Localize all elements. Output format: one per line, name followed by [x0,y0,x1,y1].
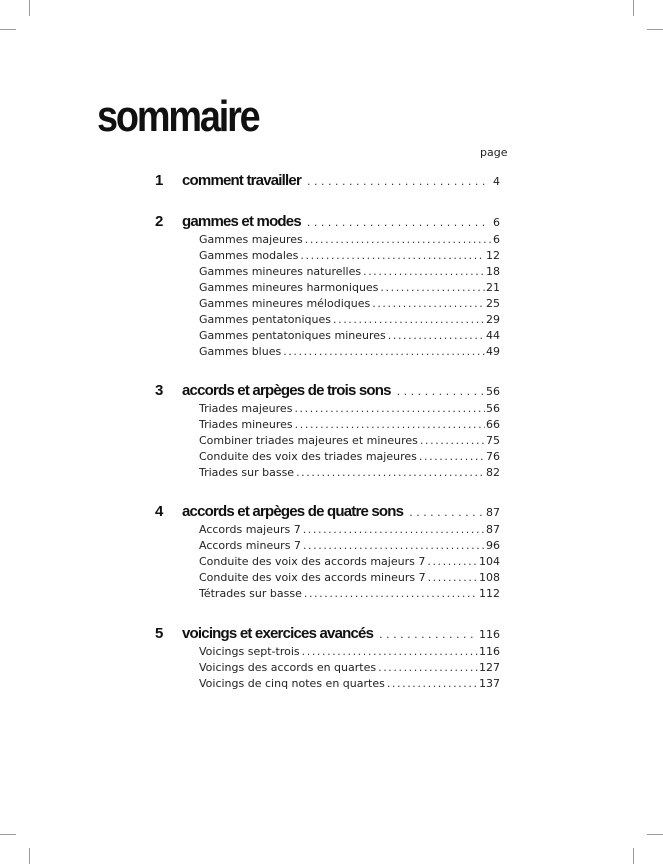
toc-entry[interactable] [199,571,500,587]
dot-leader [378,661,478,674]
toc-entry[interactable] [199,645,500,661]
entry-title: Conduite des voix des accords mineurs 7 [199,571,426,584]
dot-leader [409,506,483,519]
page-title: sommaire [97,92,259,141]
entry-title: Conduite des voix des triades majeures [199,450,417,463]
dot-leader [397,385,483,398]
toc-section [155,382,500,482]
entry-page-number: 116 [479,645,500,658]
crop-mark [0,834,16,835]
dot-leader [419,450,485,463]
dot-leader [300,249,485,262]
toc-entry[interactable] [199,434,500,450]
entry-page-number: 137 [479,677,500,690]
entry-page-number: 104 [479,555,500,568]
entry-page-number: 87 [486,523,500,536]
entry-page-number: 76 [486,450,500,463]
toc-entry[interactable] [199,297,500,313]
toc-entry[interactable] [199,281,500,297]
entry-page-number: 18 [486,265,500,278]
section-number: 4 [155,503,164,520]
entry-title: Gammes pentatoniques mineures [199,329,386,342]
entry-page-number: 112 [479,587,500,600]
dot-leader [307,175,490,188]
section-page-number: 116 [479,628,500,641]
dot-leader [295,418,485,431]
section-title: comment travailler [182,172,301,189]
dot-leader [304,587,478,600]
section-page-number: 56 [486,385,500,398]
entry-page-number: 96 [486,539,500,552]
toc-entry-list [199,402,500,482]
dot-leader [372,297,485,310]
section-number: 2 [155,213,164,230]
dot-leader [294,402,485,415]
dot-leader [388,329,485,342]
toc-entry[interactable] [199,233,500,249]
section-number: 3 [155,382,164,399]
toc-section [155,503,500,603]
dot-leader [379,628,476,641]
toc-entry[interactable] [199,249,500,265]
entry-page-number: 12 [486,249,500,262]
dot-leader [296,466,485,479]
entry-title: Gammes mineures naturelles [199,265,362,278]
entry-page-number: 82 [486,466,500,479]
crop-mark [633,0,634,16]
crop-mark [0,29,16,30]
entry-page-number: 21 [486,281,500,294]
section-title: voicings et exercices avancés [182,625,374,642]
entry-page-number: 75 [486,434,500,447]
toc-entry[interactable] [199,677,500,693]
toc-section-heading[interactable] [155,382,500,402]
entry-title: Gammes mineures harmoniques [199,281,379,294]
section-title: gammes et modes [182,213,301,230]
entry-page-number: 66 [486,418,500,431]
section-number: 5 [155,625,164,642]
toc-entry[interactable] [199,345,500,361]
toc-entry[interactable] [199,523,500,539]
dot-leader [302,645,478,658]
entry-title: Accords majeurs 7 [199,523,301,536]
toc-section [155,172,500,192]
toc-entry-list [199,233,500,361]
entry-page-number: 29 [486,313,500,326]
dot-leader [333,313,485,326]
entry-title: Gammes modales [199,249,299,262]
entry-title: Voicings des accords en quartes [199,661,377,674]
toc-section [155,625,500,693]
dot-leader [363,265,485,278]
dot-leader [303,523,485,536]
dot-leader [380,281,485,294]
entry-title: Conduite des voix des accords majeurs 7 [199,555,426,568]
toc-entry[interactable] [199,587,500,603]
entry-title: Gammes mineures mélodiques [199,297,371,310]
entry-title: Accords mineurs 7 [199,539,301,552]
page-column-label: page [480,146,508,159]
entry-title: Gammes majeures [199,233,303,246]
entry-page-number: 56 [486,402,500,415]
entry-page-number: 127 [479,661,500,674]
toc-entry-list [199,523,500,603]
crop-mark [633,848,634,864]
entry-title: Gammes pentatoniques [199,313,331,326]
toc-entry[interactable] [199,450,500,466]
entry-page-number: 44 [486,329,500,342]
toc-entry-list [199,645,500,693]
entry-title: Voicings sept-trois [199,645,300,658]
crop-mark [29,0,30,16]
crop-mark [647,834,663,835]
section-title: accords et arpèges de trois sons [182,382,391,399]
toc-entry[interactable] [199,418,500,434]
toc-entry[interactable] [199,539,500,555]
entry-page-number: 108 [479,571,500,584]
toc-entry[interactable] [199,329,500,345]
toc-section-heading[interactable] [155,503,500,523]
section-page-number: 6 [493,216,500,229]
toc-entry[interactable] [199,466,500,482]
section-title: accords et arpèges de quatre sons [182,503,404,520]
crop-mark [647,29,663,30]
dot-leader [427,555,478,568]
crop-mark [29,848,30,864]
entry-title: Voicings de cinq notes en quartes [199,677,385,690]
entry-title: Triades majeures [199,402,293,415]
toc-entry[interactable] [199,402,500,418]
entry-page-number: 25 [486,297,500,310]
dot-leader [283,345,485,358]
dot-leader [420,434,485,447]
entry-title: Combiner triades majeures et mineures [199,434,418,447]
toc-section-heading[interactable] [155,625,500,645]
entry-page-number: 6 [493,233,500,246]
entry-title: Triades mineures [199,418,293,431]
dot-leader [307,216,490,229]
entry-title: Tétrades sur basse [199,587,302,600]
toc-entry[interactable] [199,313,500,329]
toc-entry[interactable] [199,265,500,281]
dot-leader [387,677,478,690]
dot-leader [428,571,478,584]
toc-entry[interactable] [199,661,500,677]
toc-section [155,213,500,361]
toc-entry[interactable] [199,555,500,571]
dot-leader [303,539,485,552]
entry-page-number: 49 [486,345,500,358]
toc-section-heading[interactable] [155,213,500,233]
dot-leader [305,233,492,246]
entry-title: Triades sur basse [199,466,295,479]
section-page-number: 87 [486,506,500,519]
section-page-number: 4 [493,175,500,188]
entry-title: Gammes blues [199,345,282,358]
toc-section-heading[interactable] [155,172,500,192]
section-number: 1 [155,172,164,189]
